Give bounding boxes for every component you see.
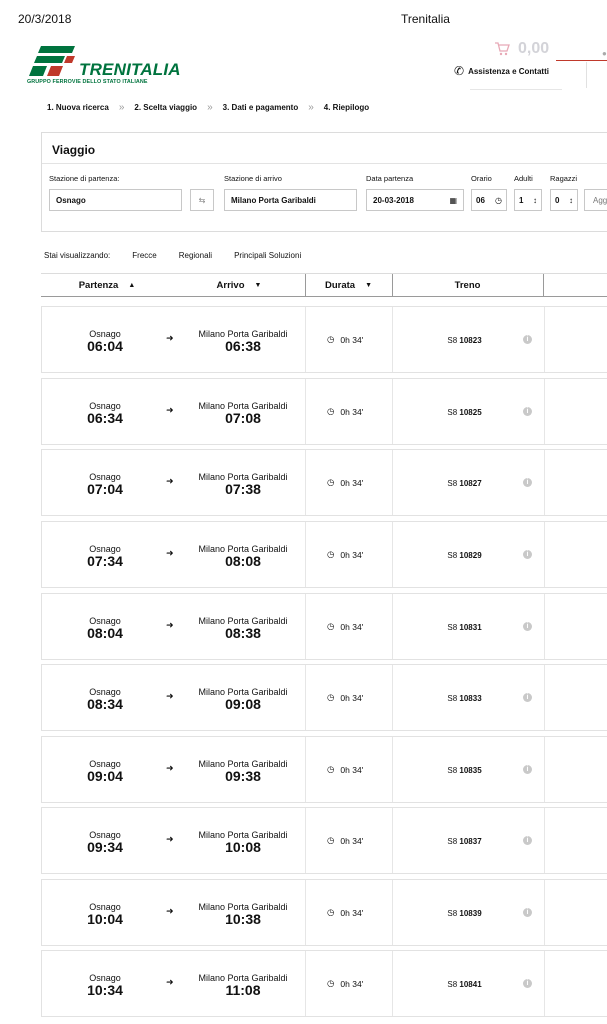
train-cell (432, 909, 497, 918)
clock-icon: ◷ (327, 334, 335, 344)
add-passenger-button[interactable]: Agg (584, 189, 607, 211)
duration-cell (327, 835, 363, 846)
arrival-time: 09:38 (225, 768, 261, 784)
train-cell (432, 551, 497, 560)
cell-divider (305, 307, 306, 372)
stepper-icon: ↕ (533, 195, 537, 205)
arrow-right-icon: ➜ (166, 977, 174, 987)
cell-divider (544, 808, 545, 873)
step-separator: » (118, 102, 125, 113)
arrival-cell (188, 616, 298, 640)
adults-stepper[interactable] (514, 189, 542, 211)
result-row[interactable] (41, 306, 607, 373)
clock-icon: ◷ (327, 764, 335, 774)
departure-station: Osnago (89, 830, 121, 840)
cell-divider (392, 880, 393, 945)
departure-station: Osnago (89, 687, 121, 697)
cell-divider (544, 522, 545, 587)
step-choose-trip: 2. Scelta viaggio (134, 103, 198, 112)
header-arrival-label: Arrivo (216, 279, 245, 291)
arrival-cell (188, 902, 298, 926)
step-separator: » (207, 102, 213, 113)
arrival-cell (188, 687, 298, 711)
arrival-input[interactable] (224, 189, 357, 211)
cell-divider (544, 880, 545, 945)
support-label: Assistenza e Contatti (468, 66, 549, 76)
train-cell (432, 694, 497, 703)
filter-regionali[interactable]: Regionali (178, 251, 213, 260)
arrow-right-icon: ➜ (166, 763, 174, 773)
duration-value: 0h 34' (340, 764, 364, 775)
arrival-station: Milano Porta Garibaldi (198, 401, 288, 411)
info-icon[interactable]: i (523, 979, 532, 988)
cell-divider (392, 665, 393, 730)
departure-input[interactable] (49, 189, 182, 211)
train-cell (432, 837, 497, 846)
panel-divider (42, 163, 607, 164)
cell-divider (392, 808, 393, 873)
duration-value: 0h 34' (340, 907, 364, 918)
clock-icon: ◷ (327, 907, 335, 917)
header-side-divider (586, 62, 587, 88)
clock-icon: ◷ (327, 835, 335, 845)
info-icon[interactable]: i (523, 407, 532, 416)
fs-logo-icon (27, 44, 77, 78)
clock-icon: ◷ (327, 978, 335, 988)
train-category: S8 (447, 766, 458, 775)
train-number: 10835 (459, 766, 482, 775)
cell-divider (544, 307, 545, 372)
train-number: 10829 (459, 551, 482, 560)
search-panel (41, 132, 607, 232)
cell-divider (544, 951, 545, 1016)
adults-label: Adulti (514, 174, 533, 183)
duration-value: 0h 34' (340, 835, 364, 846)
train-category: S8 (447, 694, 458, 703)
cart-icon (494, 42, 510, 56)
departure-station: Osnago (89, 544, 121, 554)
departure-cell (72, 759, 138, 783)
cell-divider (305, 665, 306, 730)
arrival-station: Milano Porta Garibaldi (198, 472, 288, 482)
arrival-cell (188, 544, 298, 568)
adults-value: 1 (519, 195, 524, 205)
trenitalia-logo[interactable] (27, 44, 187, 88)
departure-cell (72, 544, 138, 568)
train-cell (432, 766, 497, 775)
step-data-payment: 3. Dati e pagamento (222, 103, 299, 112)
departure-cell (72, 902, 138, 926)
cell-divider (392, 594, 393, 659)
arrival-station: Milano Porta Garibaldi (198, 830, 288, 840)
train-number: 10837 (459, 837, 482, 846)
clock-icon: ◷ (327, 549, 335, 559)
date-value: 20-03-2018 (373, 195, 414, 205)
arrival-time: 06:38 (225, 338, 261, 354)
stepper-icon: ↕ (569, 195, 573, 205)
result-row[interactable] (41, 664, 607, 731)
duration-value: 0h 34' (340, 549, 364, 560)
duration-value: 0h 34' (340, 978, 364, 989)
arrival-time: 10:08 (225, 839, 261, 855)
departure-time: 06:04 (87, 338, 123, 354)
kids-label: Ragazzi (550, 174, 578, 183)
arrival-station: Milano Porta Garibaldi (198, 616, 288, 626)
arrival-station: Milano Porta Garibaldi (198, 902, 288, 912)
cell-divider (305, 594, 306, 659)
results-table-header (41, 273, 607, 297)
duration-cell (327, 907, 363, 918)
train-number: 10839 (459, 909, 482, 918)
clock-icon: ◷ (327, 477, 335, 487)
departure-time: 07:34 (87, 553, 123, 569)
train-number: 10833 (459, 694, 482, 703)
cell-divider (305, 880, 306, 945)
step-new-search[interactable]: 1. Nuova ricerca (47, 103, 109, 112)
departure-station: Osnago (89, 759, 121, 769)
filter-label: Stai visualizzando: (44, 251, 111, 260)
departure-time: 06:34 (87, 410, 123, 426)
date-label: Data partenza (366, 174, 414, 183)
departure-station: Osnago (89, 902, 121, 912)
cell-divider (392, 307, 393, 372)
arrow-right-icon: ➜ (166, 691, 174, 701)
departure-time: 10:34 (87, 982, 123, 998)
duration-value: 0h 34' (340, 692, 364, 703)
departure-cell (72, 973, 138, 997)
cell-divider (305, 522, 306, 587)
duration-cell (327, 334, 363, 345)
print-date: 20/3/2018 (18, 12, 72, 26)
arrival-time: 08:38 (225, 625, 261, 641)
train-cell (432, 336, 497, 345)
train-cell (432, 408, 497, 417)
duration-value: 0h 34' (340, 334, 364, 345)
departure-time: 09:04 (87, 768, 123, 784)
arrival-cell (188, 973, 298, 997)
sort-down-icon: ▼ (365, 281, 373, 289)
arrival-time: 07:08 (225, 410, 261, 426)
support-link[interactable] (454, 66, 549, 76)
train-category: S8 (447, 479, 458, 488)
arrival-time: 09:08 (225, 696, 261, 712)
arrival-cell (188, 759, 298, 783)
arrival-cell (188, 329, 298, 353)
arrival-time: 08:08 (225, 553, 261, 569)
departure-cell (72, 401, 138, 425)
info-icon[interactable]: i (523, 765, 532, 774)
brand-name: TRENITALIA (79, 60, 181, 79)
clock-icon: ◷ (327, 406, 335, 416)
info-icon[interactable]: i (523, 550, 532, 559)
phone-icon: ✆ (454, 64, 465, 78)
arrow-right-icon: ➜ (166, 834, 174, 844)
arrival-cell (188, 472, 298, 496)
train-number: 10831 (459, 623, 482, 632)
date-input[interactable] (366, 189, 464, 211)
arrival-station: Milano Porta Garibaldi (198, 544, 288, 554)
cell-divider (305, 450, 306, 515)
info-icon[interactable]: i (523, 908, 532, 917)
duration-value: 0h 34' (340, 406, 364, 417)
sort-up-icon: ▲ (128, 281, 136, 289)
duration-cell (327, 764, 363, 775)
arrival-time: 10:38 (225, 911, 261, 927)
cell-divider (392, 522, 393, 587)
arrival-station: Milano Porta Garibaldi (198, 759, 288, 769)
arrow-right-icon: ➜ (166, 333, 174, 343)
result-row[interactable] (41, 521, 607, 588)
departure-cell (72, 616, 138, 640)
print-title: Trenitalia (401, 12, 450, 26)
departure-station: Osnago (89, 329, 121, 339)
departure-cell (72, 329, 138, 353)
departure-cell (72, 472, 138, 496)
train-number: 10825 (459, 408, 482, 417)
cell-divider (392, 737, 393, 802)
swap-stations-button[interactable] (190, 189, 214, 211)
departure-station: Osnago (89, 472, 121, 482)
step-summary: 4. Riepilogo (323, 103, 370, 112)
panel-title: Viaggio (52, 143, 96, 157)
departure-time: 10:04 (87, 911, 123, 927)
arrow-right-icon: ➜ (166, 620, 174, 630)
header-duration[interactable] (305, 274, 392, 296)
train-cell (432, 980, 497, 989)
train-category: S8 (447, 980, 458, 989)
departure-label: Stazione di partenza: (49, 174, 120, 183)
header-train (392, 274, 543, 296)
train-category: S8 (447, 837, 458, 846)
departure-station: Osnago (89, 401, 121, 411)
header-duration-label: Durata (324, 279, 356, 291)
info-icon[interactable]: i (523, 478, 532, 487)
result-row[interactable] (41, 879, 607, 946)
arrival-time: 07:38 (225, 481, 261, 497)
duration-cell (327, 477, 363, 488)
cell-divider (305, 808, 306, 873)
info-icon[interactable]: i (523, 836, 532, 845)
arrival-cell (188, 830, 298, 854)
cell-divider (305, 951, 306, 1016)
cell-divider (305, 737, 306, 802)
filter-principali[interactable]: Principali Soluzioni (234, 251, 302, 260)
result-row[interactable] (41, 736, 607, 803)
arrival-value: Milano Porta Garibaldi (231, 195, 316, 205)
time-value: 06 (476, 195, 485, 205)
duration-cell (327, 549, 363, 560)
departure-value: Osnago (56, 195, 86, 205)
arrow-right-icon: ➜ (166, 476, 174, 486)
header-arrival[interactable] (173, 274, 305, 296)
sort-down-icon: ▼ (254, 281, 262, 289)
train-number: 10823 (459, 336, 482, 345)
calendar-icon: ▦ (449, 195, 457, 205)
train-category: S8 (447, 408, 458, 417)
duration-cell (327, 406, 363, 417)
swap-icon: ⇆ (198, 195, 206, 205)
info-icon[interactable]: i (523, 622, 532, 631)
filter-frecce[interactable]: Frecce (132, 251, 157, 260)
train-cell (432, 479, 497, 488)
duration-cell (327, 692, 363, 703)
cart-amount: 0,00 (518, 40, 550, 57)
header-train-label: Treno (454, 279, 481, 291)
step-separator: » (308, 102, 314, 113)
train-category: S8 (447, 551, 458, 560)
arrival-time: 11:08 (225, 982, 261, 998)
departure-cell (72, 830, 138, 854)
arrival-station: Milano Porta Garibaldi (198, 329, 288, 339)
departure-time: 09:34 (87, 839, 123, 855)
duration-cell (327, 621, 363, 632)
user-icon[interactable]: ● (602, 49, 607, 58)
result-row[interactable] (41, 378, 607, 445)
header-divider (470, 89, 562, 90)
time-select[interactable] (471, 189, 507, 211)
arrival-cell (188, 401, 298, 425)
arrival-label: Stazione di arrivo (224, 174, 282, 183)
cell-divider (392, 379, 393, 444)
train-number: 10841 (459, 980, 482, 989)
kids-stepper[interactable] (550, 189, 578, 211)
train-cell (432, 623, 497, 632)
cell-divider (544, 450, 545, 515)
header-accent-line (556, 60, 607, 61)
arrival-station: Milano Porta Garibaldi (198, 973, 288, 983)
departure-time: 08:34 (87, 696, 123, 712)
departure-station: Osnago (89, 973, 121, 983)
brand-subtitle: GRUPPO FERROVIE DELLO STATO ITALIANE (27, 79, 148, 85)
arrow-right-icon: ➜ (166, 548, 174, 558)
departure-time: 07:04 (87, 481, 123, 497)
info-icon[interactable]: i (523, 693, 532, 702)
train-number: 10827 (459, 479, 482, 488)
result-row[interactable] (41, 950, 607, 1017)
time-label: Orario (471, 174, 492, 183)
train-category: S8 (447, 336, 458, 345)
arrival-station: Milano Porta Garibaldi (198, 687, 288, 697)
cell-divider (392, 450, 393, 515)
train-category: S8 (447, 909, 458, 918)
cart[interactable] (494, 38, 549, 60)
departure-time: 08:04 (87, 625, 123, 641)
duration-cell (327, 978, 363, 989)
cell-divider (392, 951, 393, 1016)
arrow-right-icon: ➜ (166, 405, 174, 415)
train-category: S8 (447, 623, 458, 632)
breadcrumb (47, 102, 369, 113)
cell-divider (544, 594, 545, 659)
result-row[interactable] (41, 807, 607, 874)
duration-value: 0h 34' (340, 621, 364, 632)
departure-cell (72, 687, 138, 711)
header-departure[interactable] (41, 274, 173, 296)
cell-divider (305, 379, 306, 444)
info-icon[interactable]: i (523, 335, 532, 344)
duration-value: 0h 34' (340, 477, 364, 488)
clock-icon: ◷ (327, 692, 335, 702)
filter-bar (44, 251, 323, 260)
header-divider (543, 274, 544, 296)
result-row[interactable] (41, 449, 607, 516)
arrow-right-icon: ➜ (166, 906, 174, 916)
cell-divider (544, 379, 545, 444)
header-departure-label: Partenza (78, 279, 119, 291)
clock-icon: ◷ (495, 195, 502, 205)
cell-divider (544, 737, 545, 802)
cell-divider (544, 665, 545, 730)
departure-station: Osnago (89, 616, 121, 626)
clock-icon: ◷ (327, 621, 335, 631)
kids-value: 0 (555, 195, 560, 205)
result-row[interactable] (41, 593, 607, 660)
